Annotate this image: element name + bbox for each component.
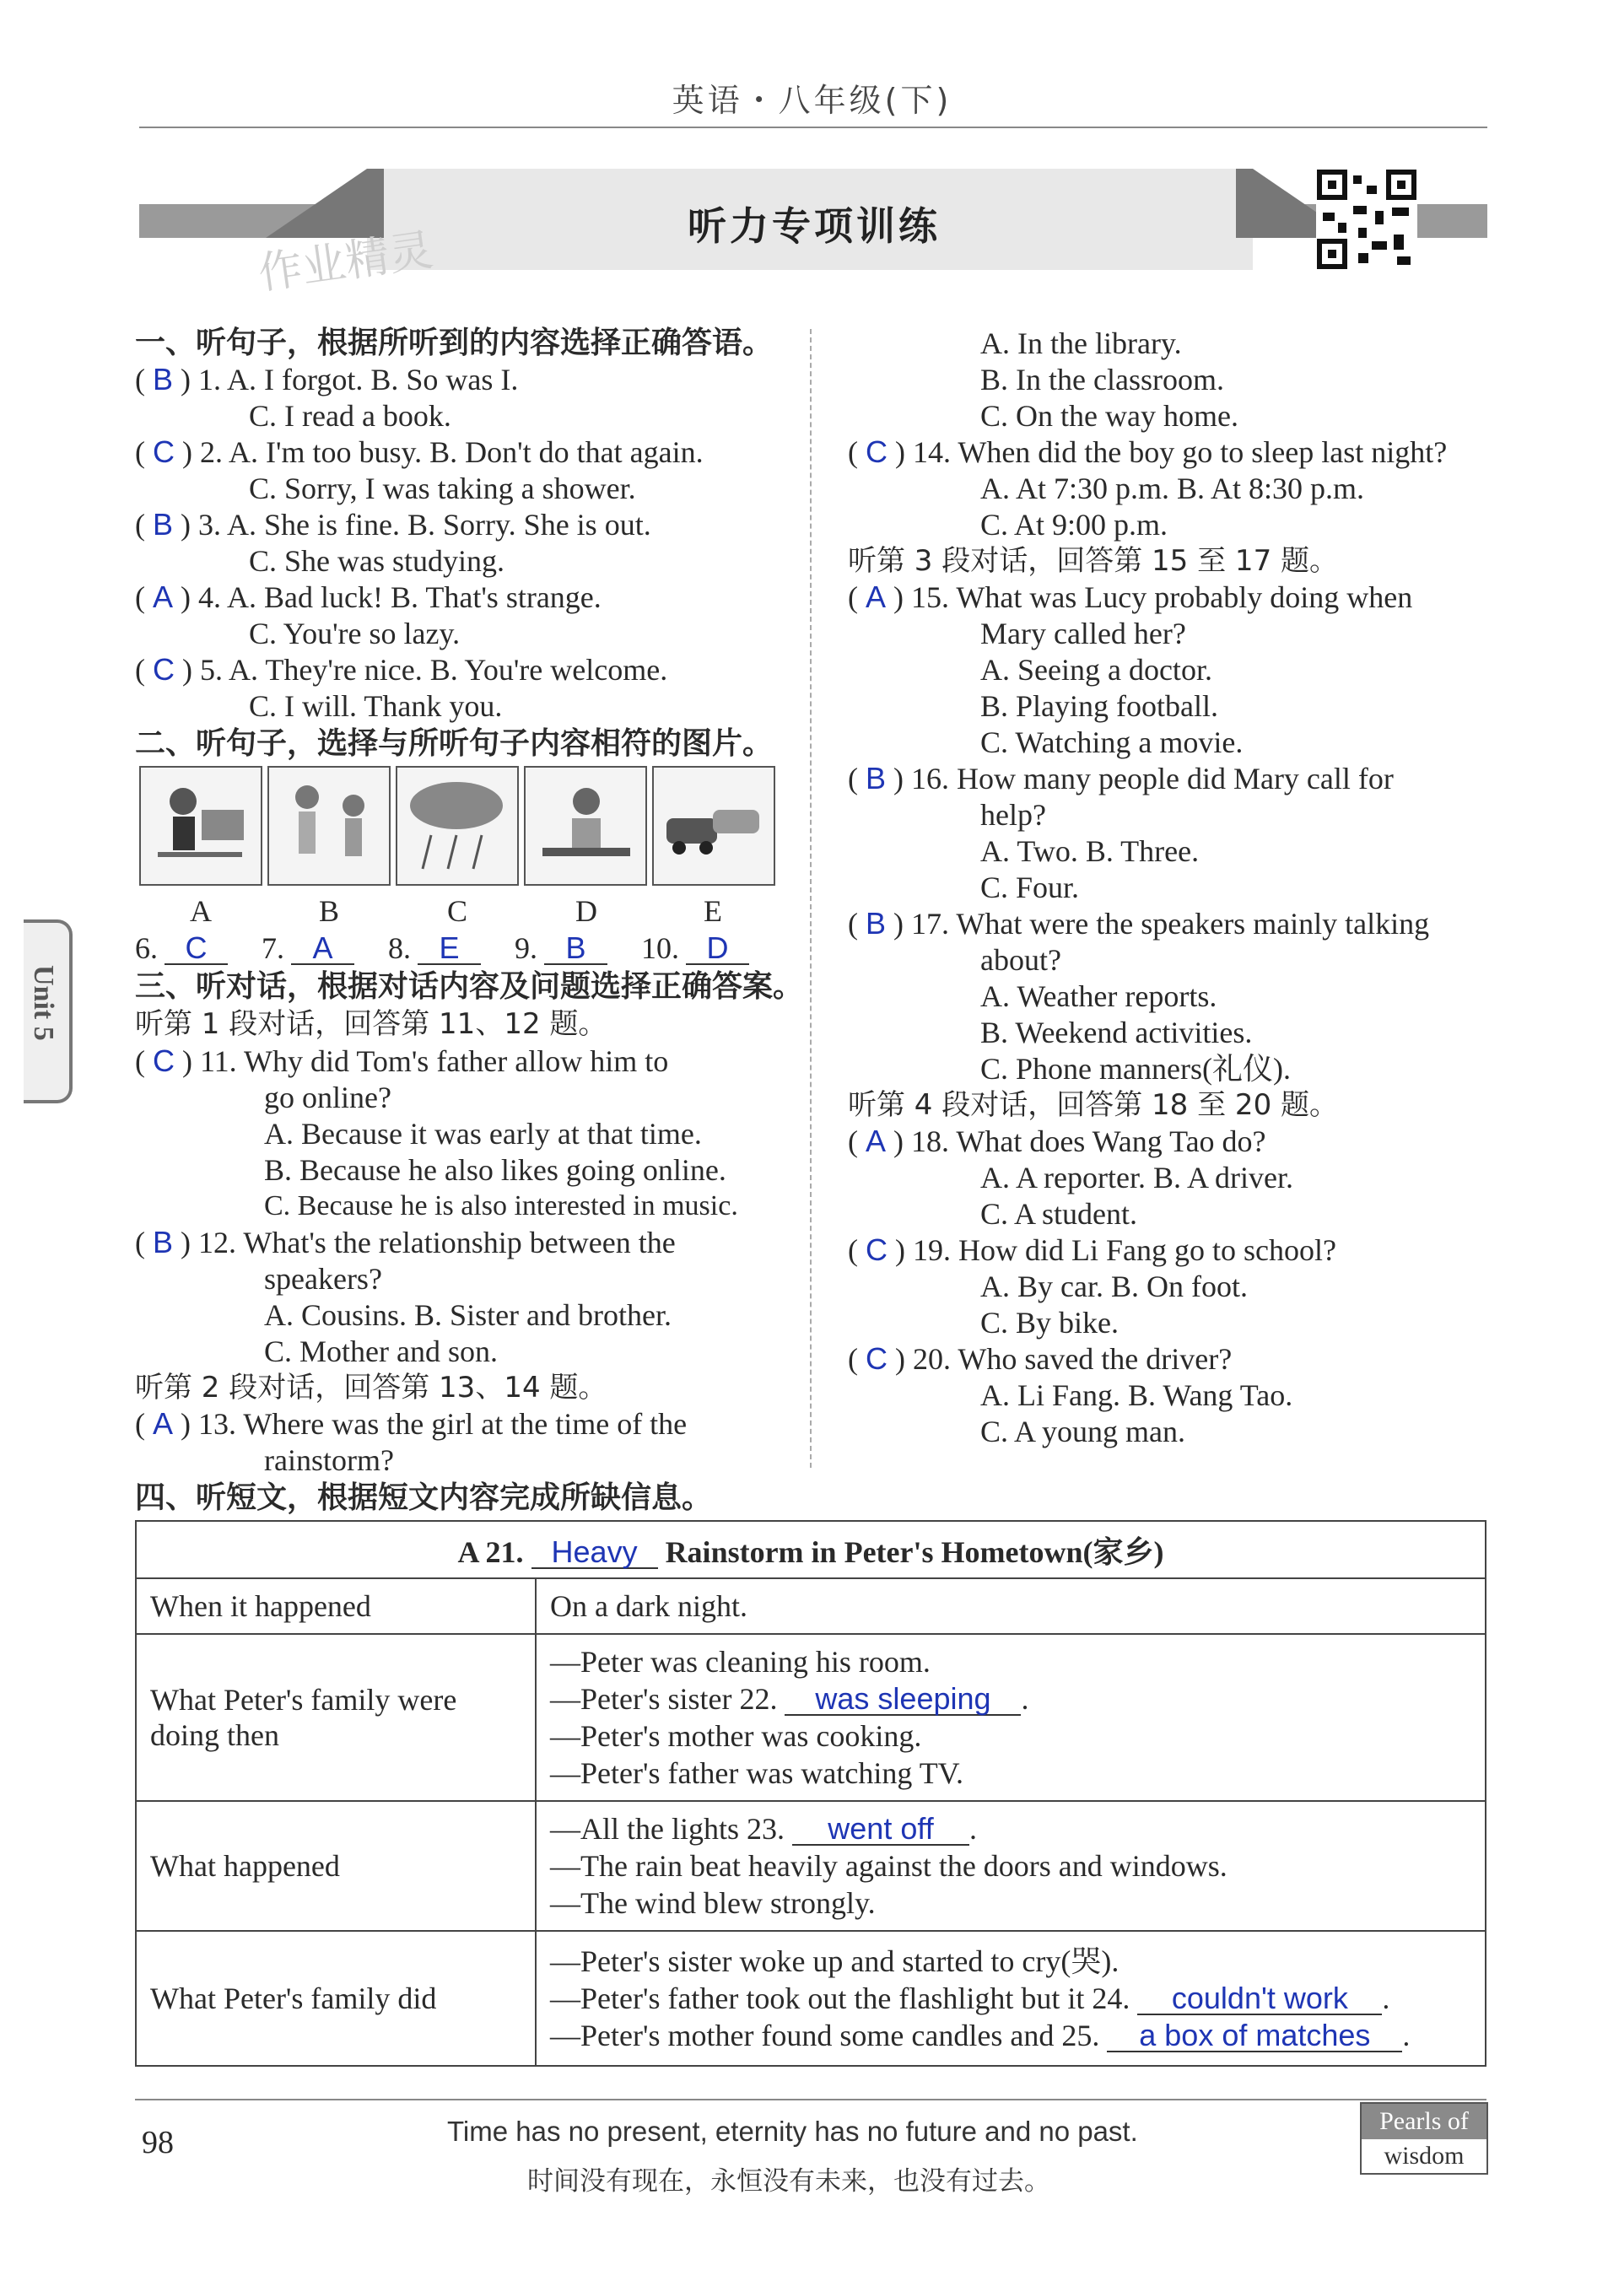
banner-title: 听力专项训练 xyxy=(688,203,941,249)
q15-option-c: C. Watching a movie. xyxy=(980,725,1244,759)
row3-line2: —The rain beat heavily against the doors and windows. xyxy=(550,1849,1227,1883)
picture-b-children xyxy=(267,766,391,886)
row4-line1: —Peter's sister woke up and started to cry(哭). xyxy=(550,1944,1120,1978)
q13-answer: A xyxy=(153,1406,174,1441)
row3-value xyxy=(536,1801,1486,1931)
picture-label-b: B xyxy=(319,894,340,928)
table-row xyxy=(136,1931,1486,2066)
q7-answer: A xyxy=(291,933,354,965)
q15-stem-2: Mary called her? xyxy=(980,617,1186,650)
q20: ( C ) 20. Who saved the driver? xyxy=(848,1341,1233,1376)
picture-a-computer xyxy=(139,766,262,886)
q8-number: 8. xyxy=(388,931,411,965)
watermark: 作业精灵 xyxy=(255,224,436,300)
picture-label-d: D xyxy=(575,894,597,928)
q17-option-a: A. Weather reports. xyxy=(980,979,1217,1013)
q11: ( C ) 11. Why did Tom's father allow him to xyxy=(135,1043,669,1078)
pearls-badge xyxy=(1360,2102,1488,2175)
q14-stem: 14. When did the boy go to sleep last night? xyxy=(913,435,1448,469)
pearls-badge-bottom: wisdom xyxy=(1384,2142,1465,2170)
q5-option-c: C. I will. Thank you. xyxy=(249,689,503,723)
q13: ( A ) 13. Where was the girl at the time of the xyxy=(135,1406,688,1441)
q18-answer: A xyxy=(866,1124,887,1158)
q18-stem: 18. What does Wang Tao do? xyxy=(911,1124,1266,1158)
picture-e-car-accident xyxy=(652,766,775,886)
q19-answer: C xyxy=(866,1232,888,1267)
row2-key: What Peter's family were doing then xyxy=(136,1634,536,1801)
q12-answer: B xyxy=(153,1225,174,1259)
header-rule xyxy=(139,127,1487,128)
q18-option-c: C. A student. xyxy=(980,1197,1138,1231)
q17-option-b: B. Weekend activities. xyxy=(980,1016,1253,1049)
row1-key: When it happened xyxy=(136,1578,536,1634)
dialog4-instruction: 听第 4 段对话，回答第 18 至 20 题。 xyxy=(848,1088,1339,1122)
picture-c-storm xyxy=(396,766,519,886)
dialog1-instruction: 听第 1 段对话，回答第 11、12 题。 xyxy=(135,1007,607,1041)
q2: ( C ) 2. A. I'm too busy. B. Don't do that again. xyxy=(135,434,704,469)
table-title-prefix: A 21. xyxy=(457,1534,524,1569)
picture-label-c: C xyxy=(447,894,468,928)
q1-text: 1. A. I forgot. B. So was I. xyxy=(198,363,519,396)
table-row xyxy=(136,1634,1486,1801)
table-row xyxy=(136,1578,1486,1634)
qr-code-icon xyxy=(1316,169,1417,270)
q13-option-c: C. On the way home. xyxy=(980,399,1238,433)
q2-option-c: C. Sorry, I was taking a shower. xyxy=(249,472,636,505)
dialog2-instruction: 听第 2 段对话，回答第 13、14 题。 xyxy=(135,1371,607,1405)
q15-option-a: A. Seeing a doctor. xyxy=(980,653,1212,687)
q11-answer: C xyxy=(153,1043,175,1078)
q13-stem-2: rainstorm? xyxy=(264,1443,394,1477)
q9-number: 9. xyxy=(515,931,537,965)
table-title-row xyxy=(136,1521,1486,1578)
q19: ( C ) 19. How did Li Fang go to school? xyxy=(848,1232,1336,1267)
q18: ( A ) 18. What does Wang Tao do? xyxy=(848,1124,1266,1158)
row4-key: What Peter's family did xyxy=(136,1931,536,2066)
row4-value xyxy=(536,1931,1486,2066)
q19-option-c: C. By bike. xyxy=(980,1306,1120,1340)
row4-line3-text: —Peter's mother found some candles and 25. xyxy=(550,2019,1100,2052)
row3-line1-text: —All the lights 23. xyxy=(550,1812,785,1846)
q15-answer: A xyxy=(866,580,887,614)
q19-options-ab: A. By car. B. On foot. xyxy=(980,1270,1248,1303)
row2-line4: —Peter's father was watching TV. xyxy=(550,1756,964,1790)
q24-answer: couldn't work xyxy=(1137,1983,1382,2015)
q13-option-b: B. In the classroom. xyxy=(980,363,1224,396)
picture-label-a: A xyxy=(190,894,212,928)
q15-option-b: B. Playing football. xyxy=(980,689,1218,723)
q8-answer: E xyxy=(418,933,481,965)
q10-answer: D xyxy=(686,933,749,965)
q9-answer: B xyxy=(544,933,607,965)
q4-text: 4. A. Bad luck! B. That's strange. xyxy=(198,580,602,614)
q25-answer: a box of matches xyxy=(1107,2020,1402,2052)
q17-option-c: C. Phone manners(礼仪). xyxy=(980,1052,1291,1086)
q3-answer: B xyxy=(153,507,174,542)
q5-text: 5. A. They're nice. B. You're welcome. xyxy=(200,653,668,687)
q20-answer: C xyxy=(866,1341,888,1376)
q23-answer: went off xyxy=(792,1814,969,1846)
q18-options-ab: A. A reporter. B. A driver. xyxy=(980,1161,1293,1194)
q16-stem: 16. How many people did Mary call for xyxy=(911,762,1394,795)
q16-stem-2: help? xyxy=(980,798,1046,832)
q6-answer: C xyxy=(165,933,228,965)
q2-text: 2. A. I'm too busy. B. Don't do that again. xyxy=(200,435,704,469)
q20-options-ab: A. Li Fang. B. Wang Tao. xyxy=(980,1378,1293,1412)
row2-line2-text: —Peter's sister 22. xyxy=(550,1682,778,1716)
q22-answer: was sleeping xyxy=(785,1684,1021,1716)
quote-chinese: 时间没有现在，永恒没有未来，也没有过去。 xyxy=(527,2166,1050,2197)
q13-stem: 13. Where was the girl at the time of the xyxy=(198,1407,688,1441)
q16-answer: B xyxy=(866,761,887,795)
q12-options-ab: A. Cousins. B. Sister and brother. xyxy=(264,1298,672,1332)
q11-option-c: C. Because he is also interested in music. xyxy=(264,1190,738,1221)
row2-line3: —Peter's mother was cooking. xyxy=(550,1719,922,1753)
row3-line3: —The wind blew strongly. xyxy=(550,1886,876,1920)
section1-heading: 一、听句子，根据所听到的内容选择正确答语。 xyxy=(135,326,774,360)
picture-d-reading xyxy=(524,766,647,886)
q15-stem: 15. What was Lucy probably doing when xyxy=(911,580,1413,614)
row2-line1: —Peter was cleaning his room. xyxy=(550,1645,931,1679)
q11-stem: 11. Why did Tom's father allow him to xyxy=(200,1044,669,1078)
q4-answer: A xyxy=(153,580,174,614)
q16-option-c: C. Four. xyxy=(980,871,1080,904)
row2-value xyxy=(536,1634,1486,1801)
q17-stem: 17. What were the speakers mainly talking xyxy=(911,907,1430,941)
q3-option-c: C. She was studying. xyxy=(249,544,505,578)
q11-stem-2: go online? xyxy=(264,1081,391,1114)
q21-answer: Heavy xyxy=(531,1537,658,1569)
pearls-badge-top: Pearls of xyxy=(1362,2104,1486,2139)
q15: ( A ) 15. What was Lucy probably doing when xyxy=(848,580,1413,614)
q2-answer: C xyxy=(153,434,175,469)
table-title-suffix: Rainstorm in Peter's Hometown(家乡) xyxy=(665,1534,1164,1569)
q16: ( B ) 16. How many people did Mary call for xyxy=(848,761,1394,795)
q12-stem: 12. What's the relationship between the xyxy=(198,1226,676,1259)
row1-value: On a dark night. xyxy=(536,1578,1486,1634)
q13-option-a: A. In the library. xyxy=(980,326,1182,360)
q1: ( B ) 1. A. I forgot. B. So was I. xyxy=(135,362,519,396)
section2-heading: 二、听句子，选择与所听句子内容相符的图片。 xyxy=(135,726,774,761)
q1-option-c: C. I read a book. xyxy=(249,399,451,433)
book-title: 英语・八年级(下) xyxy=(672,82,952,119)
q16-options-ab: A. Two. B. Three. xyxy=(980,834,1200,868)
row4-line2: —Peter's father took out the flashlight but it 24. couldn't work . xyxy=(550,1981,1390,2015)
quote-english: Time has no present, eternity has no future and no past. xyxy=(447,2116,1138,2147)
page-number: 98 xyxy=(142,2125,174,2160)
q20-stem: 20. Who saved the driver? xyxy=(913,1342,1233,1376)
row4-line2-text: —Peter's father took out the flashlight but it 24. xyxy=(550,1982,1130,2015)
q3-text: 3. A. She is fine. B. Sorry. She is out. xyxy=(198,508,651,542)
q14-options-ab: A. At 7:30 p.m. B. At 8:30 p.m. xyxy=(980,472,1365,505)
q10-number: 10. xyxy=(641,931,679,965)
q1-answer: B xyxy=(153,362,174,396)
q12: ( B ) 12. What's the relationship between the xyxy=(135,1225,676,1259)
q7-number: 7. xyxy=(262,931,284,965)
q17: ( B ) 17. What were the speakers mainly talking xyxy=(848,906,1430,941)
q14: ( C ) 14. When did the boy go to sleep last night? xyxy=(848,434,1448,469)
row3-key: What happened xyxy=(136,1801,536,1931)
q5-answer: C xyxy=(153,652,175,687)
dialog3-instruction: 听第 3 段对话，回答第 15 至 17 题。 xyxy=(848,544,1339,578)
picture-label-e: E xyxy=(704,894,722,928)
section3-heading: 三、听对话，根据对话内容及问题选择正确答案。 xyxy=(135,969,804,1004)
q12-option-c: C. Mother and son. xyxy=(264,1335,498,1368)
q6-number: 6. xyxy=(135,931,158,965)
q14-answer: C xyxy=(866,434,888,469)
table-row xyxy=(136,1801,1486,1931)
q3: ( B ) 3. A. She is fine. B. Sorry. She is out. xyxy=(135,507,651,542)
unit-tab-label: Unit 5 xyxy=(28,965,59,1041)
q4: ( A ) 4. A. Bad luck! B. That's strange. xyxy=(135,580,602,614)
q11-option-b: B. Because he also likes going online. xyxy=(264,1153,726,1187)
q11-option-a: A. Because it was early at that time. xyxy=(264,1117,702,1151)
row2-line2: —Peter's sister 22. was sleeping . xyxy=(550,1681,1029,1716)
q17-stem-2: about? xyxy=(980,943,1061,977)
q14-option-c: C. At 9:00 p.m. xyxy=(980,508,1168,542)
q5: ( C ) 5. A. They're nice. B. You're welcome. xyxy=(135,652,668,687)
q17-answer: B xyxy=(866,906,887,941)
q4-option-c: C. You're so lazy. xyxy=(249,617,461,650)
row3-line1: —All the lights 23. went off . xyxy=(550,1811,977,1846)
row4-line3: —Peter's mother found some candles and 25. a box of matches . xyxy=(550,2018,1411,2052)
info-table xyxy=(135,1520,1486,2067)
section4-heading: 四、听短文，根据短文内容完成所缺信息。 xyxy=(135,1480,713,1515)
picture-answers xyxy=(135,930,749,967)
table-title xyxy=(136,1521,1486,1578)
unit-tab xyxy=(24,919,73,1103)
q19-stem: 19. How did Li Fang go to school? xyxy=(913,1233,1336,1267)
column-divider xyxy=(810,329,812,1468)
q20-option-c: C. A young man. xyxy=(980,1415,1186,1448)
q12-stem-2: speakers? xyxy=(264,1262,382,1296)
footer-rule xyxy=(135,2099,1486,2100)
